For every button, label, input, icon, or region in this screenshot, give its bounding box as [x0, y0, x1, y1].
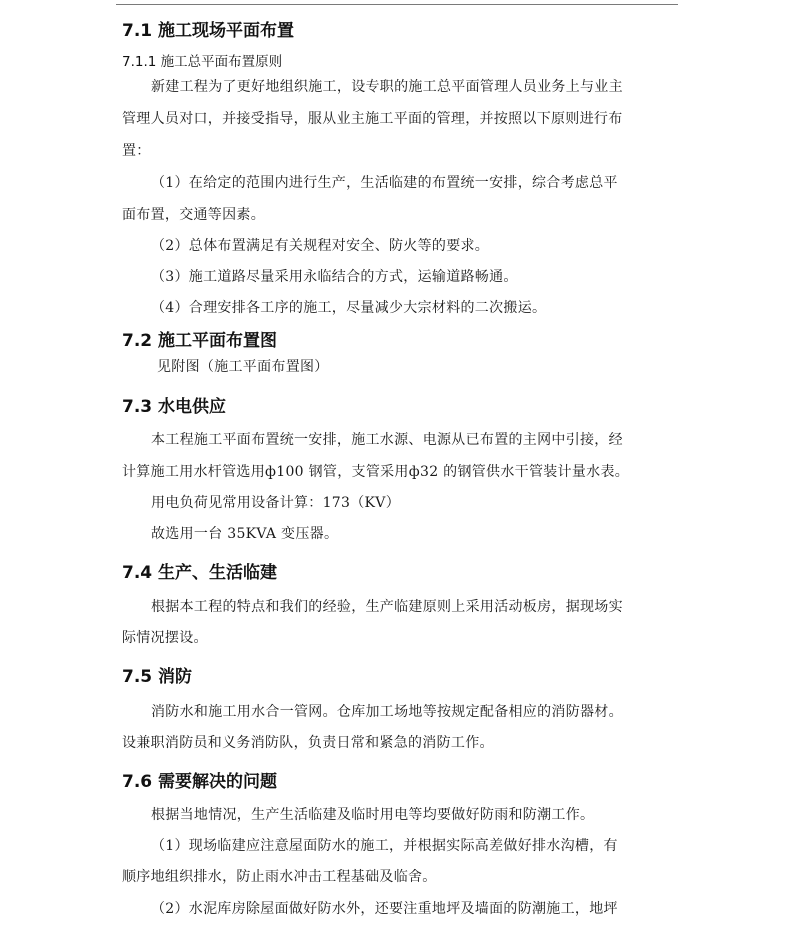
paragraph-line: 用电负荷见常用设备计算：173（KV）: [151, 495, 400, 511]
header-rule: [116, 4, 678, 5]
list-item: （2）水泥库房除屋面做好防水外，还要注重地坪及墙面的防潮施工，地坪: [151, 901, 618, 917]
paragraph-line: 根据本工程的特点和我们的经验，生产临建原则上采用活动板房，据现场实: [151, 599, 623, 615]
paragraph-line: 见附图（施工平面布置图）: [157, 359, 329, 375]
paragraph-line: 设兼职消防员和义务消防队，负责日常和紧急的消防工作。: [122, 735, 494, 751]
paragraph-line: 本工程施工平面布置统一安排，施工水源、电源从已布置的主网中引接，经: [151, 432, 623, 448]
section-7-2-title: 7.2 施工平面布置图: [122, 331, 278, 351]
section-7-3-title: 7.3 水电供应: [122, 397, 227, 417]
paragraph-line: 根据当地情况，生产生活临建及临时用电等均要做好防雨和防潮工作。: [151, 807, 595, 823]
paragraph-line: 置：: [122, 143, 151, 159]
list-item: （3）施工道路尽量采用永临结合的方式，运输道路畅通。: [151, 269, 518, 285]
list-item-continued: 面布置，交通等因素。: [122, 207, 265, 223]
subsection-7-1-1-title: 7.1.1 施工总平面布置原则: [122, 54, 283, 70]
paragraph-line: 管理人员对口，并接受指导，服从业主施工平面的管理，并按照以下原则进行布: [122, 111, 623, 127]
paragraph-line: 故选用一台 35KVA 变压器。: [151, 526, 339, 542]
section-7-1-title: 7.1 施工现场平面布置: [122, 21, 295, 41]
section-7-4-title: 7.4 生产、生活临建: [122, 563, 278, 583]
paragraph-line: 际情况摆设。: [122, 630, 208, 646]
list-item: （1）在给定的范围内进行生产，生活临建的布置统一安排，综合考虑总平: [151, 175, 618, 191]
list-item: （2）总体布置满足有关规程对安全、防火等的要求。: [151, 238, 490, 254]
section-7-6-title: 7.6 需要解决的问题: [122, 772, 278, 792]
list-item: （4）合理安排各工序的施工，尽量减少大宗材料的二次搬运。: [151, 300, 547, 316]
section-7-5-title: 7.5 消防: [122, 667, 193, 687]
paragraph-line: 新建工程为了更好地组织施工，设专职的施工总平面管理人员业务上与业主: [151, 79, 623, 95]
list-item-continued: 顺序地组织排水，防止雨水冲击工程基础及临舍。: [122, 869, 437, 885]
list-item: （1）现场临建应注意屋面防水的施工，并根据实际高差做好排水沟槽，有: [151, 838, 618, 854]
paragraph-line: 计算施工用水杆管选用ф100 钢管，支管采用ф32 的钢管供水干管装计量水表。: [122, 464, 630, 480]
paragraph-line: 消防水和施工用水合一管网。仓库加工场地等按规定配备相应的消防器材。: [151, 704, 623, 720]
